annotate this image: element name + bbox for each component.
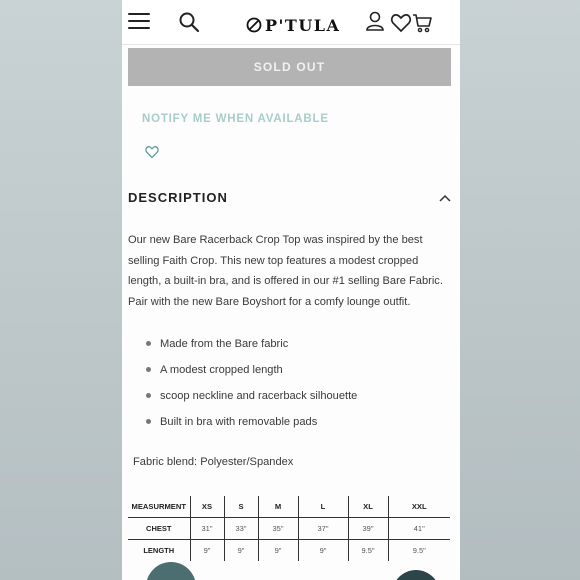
- product-page: [122, 0, 460, 580]
- table-cell: 31": [190, 518, 224, 540]
- table-header-cell: MEASURMENT: [128, 496, 190, 518]
- table-row: [128, 540, 450, 562]
- table-row-label: CHEST: [128, 518, 190, 540]
- table-header-cell: S: [224, 496, 258, 518]
- list-item: Made from the Bare fabric: [142, 334, 357, 360]
- user-icon[interactable]: [364, 10, 386, 32]
- cart-icon[interactable]: [412, 12, 432, 34]
- size-chart: [128, 496, 450, 561]
- description-body: Our new Bare Racerback Crop Top was inspired by the best selling Faith Crop. This new top features a modest cropped length, a built-in bra, and is offered in our #1 selling Bare Fabric. Pair with the new Bare Boyshort for a comfy lounge outfit.: [128, 234, 443, 309]
- table-header-cell: XXL: [388, 496, 450, 518]
- table-row-label: LENGTH: [128, 540, 190, 562]
- logo-text: P'TULA: [265, 15, 341, 35]
- heart-icon[interactable]: [390, 12, 412, 34]
- background-left: [0, 0, 122, 580]
- brand-logo[interactable]: [246, 15, 340, 35]
- table-header-cell: L: [298, 496, 348, 518]
- sold-out-button[interactable]: SOLD OUT: [128, 48, 451, 86]
- list-item: scoop neckline and racerback silhouette: [142, 386, 357, 412]
- feature-list: [142, 334, 357, 438]
- description-heading[interactable]: DESCRIPTION: [128, 190, 228, 205]
- chat-button[interactable]: [392, 570, 440, 580]
- notify-me-link[interactable]: NOTIFY ME WHEN AVAILABLE: [142, 113, 329, 125]
- menu-icon[interactable]: [128, 13, 150, 31]
- table-cell: 9.5": [412, 546, 426, 555]
- table-cell: 9": [190, 540, 224, 562]
- search-icon[interactable]: [178, 11, 200, 33]
- table-header-cell: XS: [190, 496, 224, 518]
- table-cell: 37": [298, 518, 348, 540]
- table-header-cell: XL: [348, 496, 388, 518]
- fabric-blend: Fabric blend: Polyester/Spandex: [133, 456, 294, 468]
- table-cell: 33": [224, 518, 258, 540]
- size-chart-header-row: [128, 496, 450, 518]
- background-right: [460, 0, 580, 580]
- logo-mark-icon: [246, 17, 262, 33]
- wishlist-heart-icon[interactable]: [145, 145, 159, 159]
- table-cell: 35": [258, 518, 298, 540]
- table-cell: 39": [348, 518, 388, 540]
- table-cell: 9": [298, 540, 348, 562]
- table-cell: 9": [258, 540, 298, 562]
- floating-action-button[interactable]: [146, 562, 196, 580]
- table-row: [128, 518, 450, 540]
- table-header-cell: M: [258, 496, 298, 518]
- table-cell: 41": [388, 518, 450, 540]
- table-cell: 9": [224, 540, 258, 562]
- list-item: Built in bra with removable pads: [142, 412, 357, 438]
- chevron-up-icon[interactable]: [438, 191, 452, 205]
- list-item: A modest cropped length: [142, 360, 357, 386]
- site-header: [122, 0, 460, 45]
- table-cell: 9.5": [348, 540, 388, 562]
